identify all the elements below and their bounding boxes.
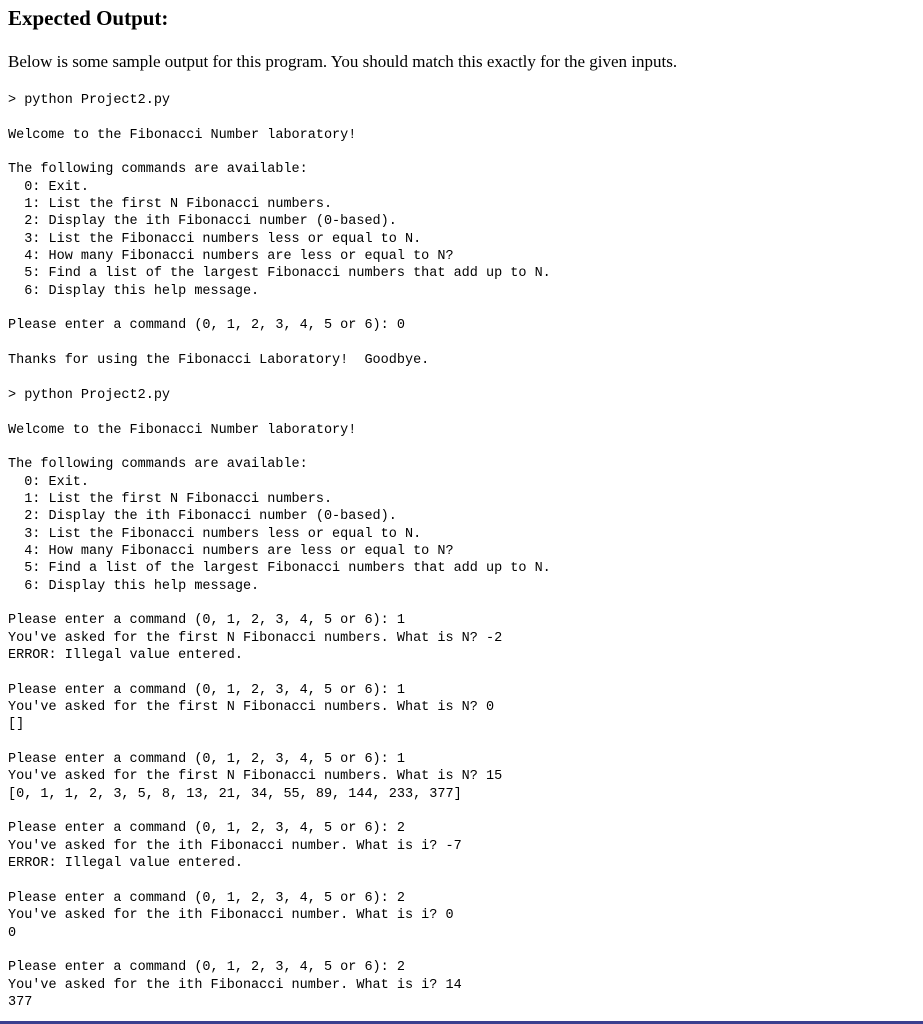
console-line: Welcome to the Fibonacci Number laboratory!: [8, 422, 357, 438]
console-line: 0: Exit.: [8, 474, 90, 490]
console-line: The following commands are available:: [8, 162, 308, 178]
console-line: 5: Find a list of the largest Fibonacci numbers that add up to N.: [8, 561, 551, 577]
console-line: The following commands are available:: [8, 457, 308, 473]
console-line: ERROR: Illegal value entered.: [8, 648, 243, 663]
console-line: 4: How many Fibonacci numbers are less or equal to N?: [8, 249, 454, 265]
console-line: 3: List the Fibonacci numbers less or equal to N.: [8, 231, 422, 247]
console-line: 2: Display the ith Fibonacci number (0-based).: [8, 214, 397, 230]
console-line: You've asked for the first N Fibonacci numbers. What is N? 15: [8, 769, 503, 785]
console-line: [8, 109, 551, 126]
console-line: 377: [8, 994, 33, 1010]
console-line: 3: List the Fibonacci numbers less or equal to N.: [8, 526, 422, 542]
console-line: 6: Display this help message.: [8, 283, 260, 299]
console-line: Please enter a command (0, 1, 2, 3, 4, 5 or 6): 2: [8, 960, 405, 976]
console-line: 6: Display this help message.: [8, 578, 260, 594]
console-line: You've asked for the ith Fibonacci number. What is i? 14: [8, 977, 462, 993]
console-line: 1: List the first N Fibonacci numbers.: [8, 491, 333, 507]
console-line: You've asked for the ith Fibonacci number. What is i? 0: [8, 908, 454, 924]
console-line: Please enter a command (0, 1, 2, 3, 4, 5 or 6): 2: [8, 890, 405, 906]
console-line: [8, 370, 551, 387]
console-line: Welcome to the Fibonacci Number laboratory!: [8, 127, 357, 143]
console-line: 5: Find a list of the largest Fibonacci numbers that add up to N.: [8, 266, 551, 282]
console-line: 0: [8, 925, 17, 941]
console-line: [0, 1, 1, 2, 3, 5, 8, 13, 21, 34, 55, 89, 144, 233, 377]: [8, 786, 462, 802]
console-line: [8, 734, 551, 751]
section-heading: Expected Output:: [8, 6, 169, 30]
console-line: Thanks for using the Fibonacci Laboratory! Goodbye.: [8, 353, 430, 369]
console-line: > python Project2.py: [8, 93, 171, 108]
console-line: [8, 803, 551, 820]
console-line: [8, 872, 551, 889]
console-line: 2: Display the ith Fibonacci number (0-based).: [8, 509, 397, 525]
console-line: Please enter a command (0, 1, 2, 3, 4, 5 or 6): 1: [8, 752, 405, 768]
console-line: ERROR: Illegal value entered.: [8, 856, 243, 872]
console-line: Please enter a command (0, 1, 2, 3, 4, 5 or 6): 1: [8, 682, 405, 698]
console-line: [8, 335, 551, 352]
console-line: Please enter a command (0, 1, 2, 3, 4, 5 or 6): 1: [8, 613, 405, 629]
console-line: Please enter a command (0, 1, 2, 3, 4, 5 or 6): 2: [8, 821, 405, 837]
console-line: Please enter a command (0, 1, 2, 3, 4, 5 or 6): 0: [8, 318, 405, 334]
console-line: [8, 404, 551, 421]
intro-paragraph: Below is some sample output for this program. You should match this exactly for the given inputs.: [8, 52, 678, 71]
console-line: [8, 144, 551, 161]
console-line: [8, 664, 551, 681]
console-output: [8, 92, 551, 1011]
console-line: [8, 942, 551, 959]
console-line: 1: List the first N Fibonacci numbers.: [8, 197, 333, 213]
console-line: You've asked for the first N Fibonacci numbers. What is N? 0: [8, 700, 495, 716]
console-line: [8, 595, 551, 612]
console-line: 0: Exit.: [8, 179, 90, 195]
console-line: 4: How many Fibonacci numbers are less or equal to N?: [8, 543, 454, 559]
console-line: > python Project2.py: [8, 387, 171, 403]
console-line: []: [8, 717, 25, 733]
console-line: You've asked for the first N Fibonacci numbers. What is N? -2: [8, 630, 503, 646]
console-line: [8, 300, 551, 317]
console-line: [8, 439, 551, 456]
console-line: You've asked for the ith Fibonacci number. What is i? -7: [8, 838, 462, 854]
